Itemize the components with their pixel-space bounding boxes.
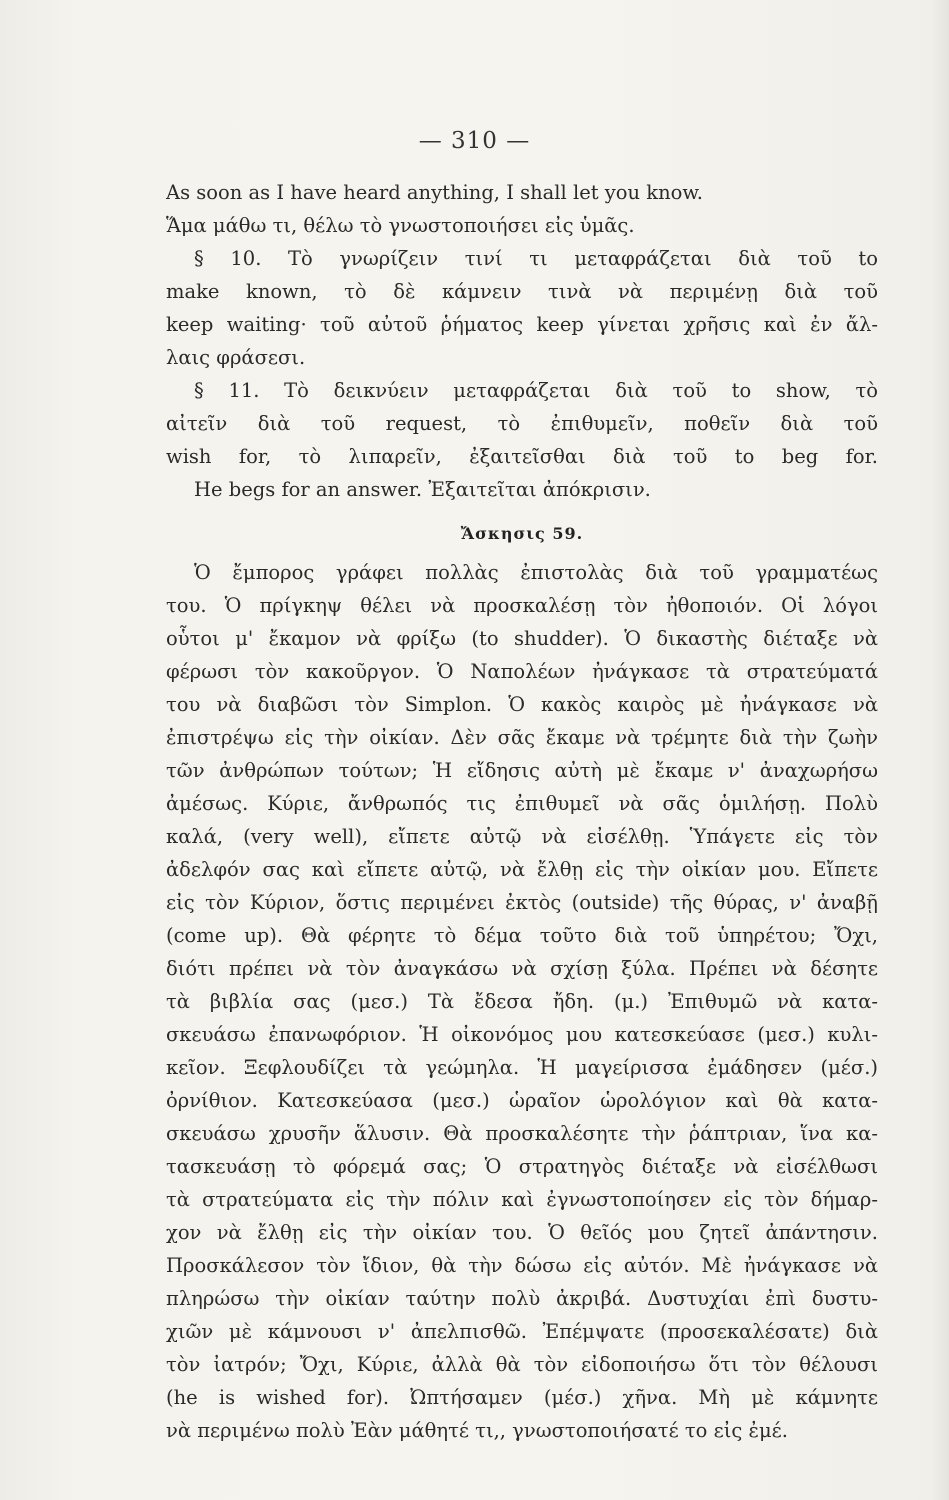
text-line: wish for, τὸ λιπαρεῖν, ἐξαιτεῖσθαι διὰ τοῦ to beg for.: [166, 445, 878, 468]
text-line: He begs for an answer. Ἐξαιτεῖται ἀπόκρισιν.: [194, 478, 651, 501]
exercise-line: ὀρνίθιον. Κατεσκεύασα (μεσ.) ὡραῖον ὡρολόγιον καὶ θὰ κατα-: [166, 1089, 878, 1112]
exercise-line: του νὰ διαβῶσι τὸν Simplon. Ὁ κακὸς καιρὸς μὲ ἠνάγκασε νὰ: [166, 693, 878, 716]
exercise-line: καλά, (very well), εἴπετε αὐτῷ νὰ εἰσέλθῃ. Ὑπάγετε εἰς τὸν: [166, 825, 878, 848]
exercise-line: πληρώσω τὴν οἰκίαν ταύτην πολὺ ἀκριβά. Δυστυχίαι ἐπὶ δυστυ-: [166, 1287, 878, 1310]
exercise-line: ἀδελφόν σας καὶ εἴπετε αὐτῷ, νὰ ἔλθῃ εἰς τὴν οἰκίαν μου. Εἴπετε: [166, 858, 878, 881]
exercise-line: Προσκάλεσον τὸν ἴδιον, θὰ τὴν δώσω εἰς αὐτόν. Μὲ ἠνάγκασε νὰ: [166, 1254, 878, 1277]
text-line: § 10. Τὸ γνωρίζειν τινί τι μεταφράζεται διὰ τοῦ to: [194, 247, 878, 270]
page-edge-shadow: [931, 0, 949, 1500]
exercise-line: του. Ὁ πρίγκηψ θέλει νὰ προσκαλέσῃ τὸν ἠθοποιόν. Οἱ λόγοι: [166, 594, 878, 617]
exercise-line: φέρωσι τὸν κακοῦργον. Ὁ Ναπολέων ἠνάγκασε τὰ στρατεύματά: [166, 660, 878, 683]
exercise-line: διότι πρέπει νὰ τὸν ἀναγκάσω νὰ σχίσῃ ξύλα. Πρέπει νὰ δέσητε: [166, 957, 878, 980]
exercise-line: οὗτοι μ' ἔκαμον νὰ φρίξω (to shudder). Ὁ δικαστὴς διέταξε νὰ: [166, 627, 878, 650]
page-body: [166, 176, 878, 1447]
exercise-line: κεῖον. Ξεφλουδίζει τὰ γεώμηλα. Ἡ μαγείρισσα ἐμάδησεν (μέσ.): [166, 1056, 878, 1079]
exercise-line: εἰς τὸν Κύριον, ὅστις περιμένει ἐκτὸς (outside) τῆς θύρας, ν' ἀναβῇ: [166, 891, 878, 914]
text-line: Ἅμα μάθω τι, θέλω τὸ γνωστοποιήσει εἰς ὑμᾶς.: [166, 214, 635, 237]
exercise-line: σκευάσω ἐπανωφόριον. Ἡ οἰκονόμος μου κατεσκεύασε (μεσ.) κυλι-: [166, 1023, 878, 1046]
exercise-line: τασκευάσῃ τὸ φόρεμά σας; Ὁ στρατηγὸς διέταξε νὰ εἰσέλθωσι: [166, 1155, 878, 1178]
exercise-line: τὰ βιβλία σας (μεσ.) Τὰ ἔδεσα ἤδη. (μ.) Ἐπιθυμῶ νὰ κατα-: [166, 990, 878, 1013]
exercise-line: (he is wished for). Ὠπτήσαμεν (μέσ.) χῆνα. Μὴ μὲ κάμνητε: [166, 1386, 878, 1409]
exercise-line: σκευάσω χρυσῆν ἅλυσιν. Θὰ προσκαλέσητε τὴν ῥάπτριαν, ἵνα κα-: [166, 1122, 878, 1145]
exercise-line: τὸν ἰατρόν; Ὄχι, Κύριε, ἀλλὰ θὰ τὸν εἰδοποιήσω ὅτι τὸν θέλουσι: [166, 1353, 878, 1376]
exercise-line: ἀμέσως. Κύριε, ἄνθρωπός τις ἐπιθυμεῖ νὰ σᾶς ὁμιλήσῃ. Πολὺ: [166, 792, 878, 815]
exercise-line: χον νὰ ἔλθῃ εἰς τὴν οἰκίαν του. Ὁ θεῖός μου ζητεῖ ἀπάντησιν.: [166, 1221, 878, 1244]
text-line: λαις φράσεσι.: [166, 346, 306, 369]
text-line: keep waiting· τοῦ αὐτοῦ ῥήματος keep γίνεται χρῆσις καὶ ἐν ἄλ-: [166, 313, 878, 336]
exercise-line: Ὁ ἔμπορος γράφει πολλὰς ἐπιστολὰς διὰ τοῦ γραμματέως: [194, 561, 878, 584]
exercise-heading: Ἄσκησις 59.: [460, 524, 584, 543]
text-line: § 11. Τὸ δεικνύειν μεταφράζεται διὰ τοῦ to show, τὸ: [194, 379, 878, 402]
page-number: — 310 —: [418, 128, 531, 154]
exercise-line: νὰ περιμένω πολὺ Ἐὰν μάθητέ τι,, γνωστοποιήσατέ το εἰς ἐμέ.: [166, 1419, 788, 1442]
exercise-line: τῶν ἀνθρώπων τούτων; Ἡ εἴδησις αὐτὴ μὲ ἔκαμε ν' ἀναχωρήσω: [166, 759, 878, 782]
exercise-line: (come up). Θὰ φέρητε τὸ δέμα τοῦτο διὰ τοῦ ὑπηρέτου; Ὄχι,: [166, 924, 878, 947]
text-line: αἰτεῖν διὰ τοῦ request, τὸ ἐπιθυμεῖν, ποθεῖν διὰ τοῦ: [166, 412, 878, 435]
text-line: As soon as I have heard anything, I shall let you know.: [166, 181, 703, 204]
exercise-line: τὰ στρατεύματα εἰς τὴν πόλιν καὶ ἐγνωστοποίησεν εἰς τὸν δήμαρ-: [166, 1188, 878, 1211]
text-line: make known, τὸ δὲ κάμνειν τινὰ νὰ περιμένῃ διὰ τοῦ: [166, 280, 878, 303]
exercise-line: χιῶν μὲ κάμνουσι ν' ἀπελπισθῶ. Ἐπέμψατε (προσεκαλέσατε) διὰ: [166, 1320, 878, 1343]
exercise-line: ἐπιστρέψω εἰς τὴν οἰκίαν. Δὲν σᾶς ἔκαμε νὰ τρέμητε διὰ τὴν ζωὴν: [166, 726, 878, 749]
